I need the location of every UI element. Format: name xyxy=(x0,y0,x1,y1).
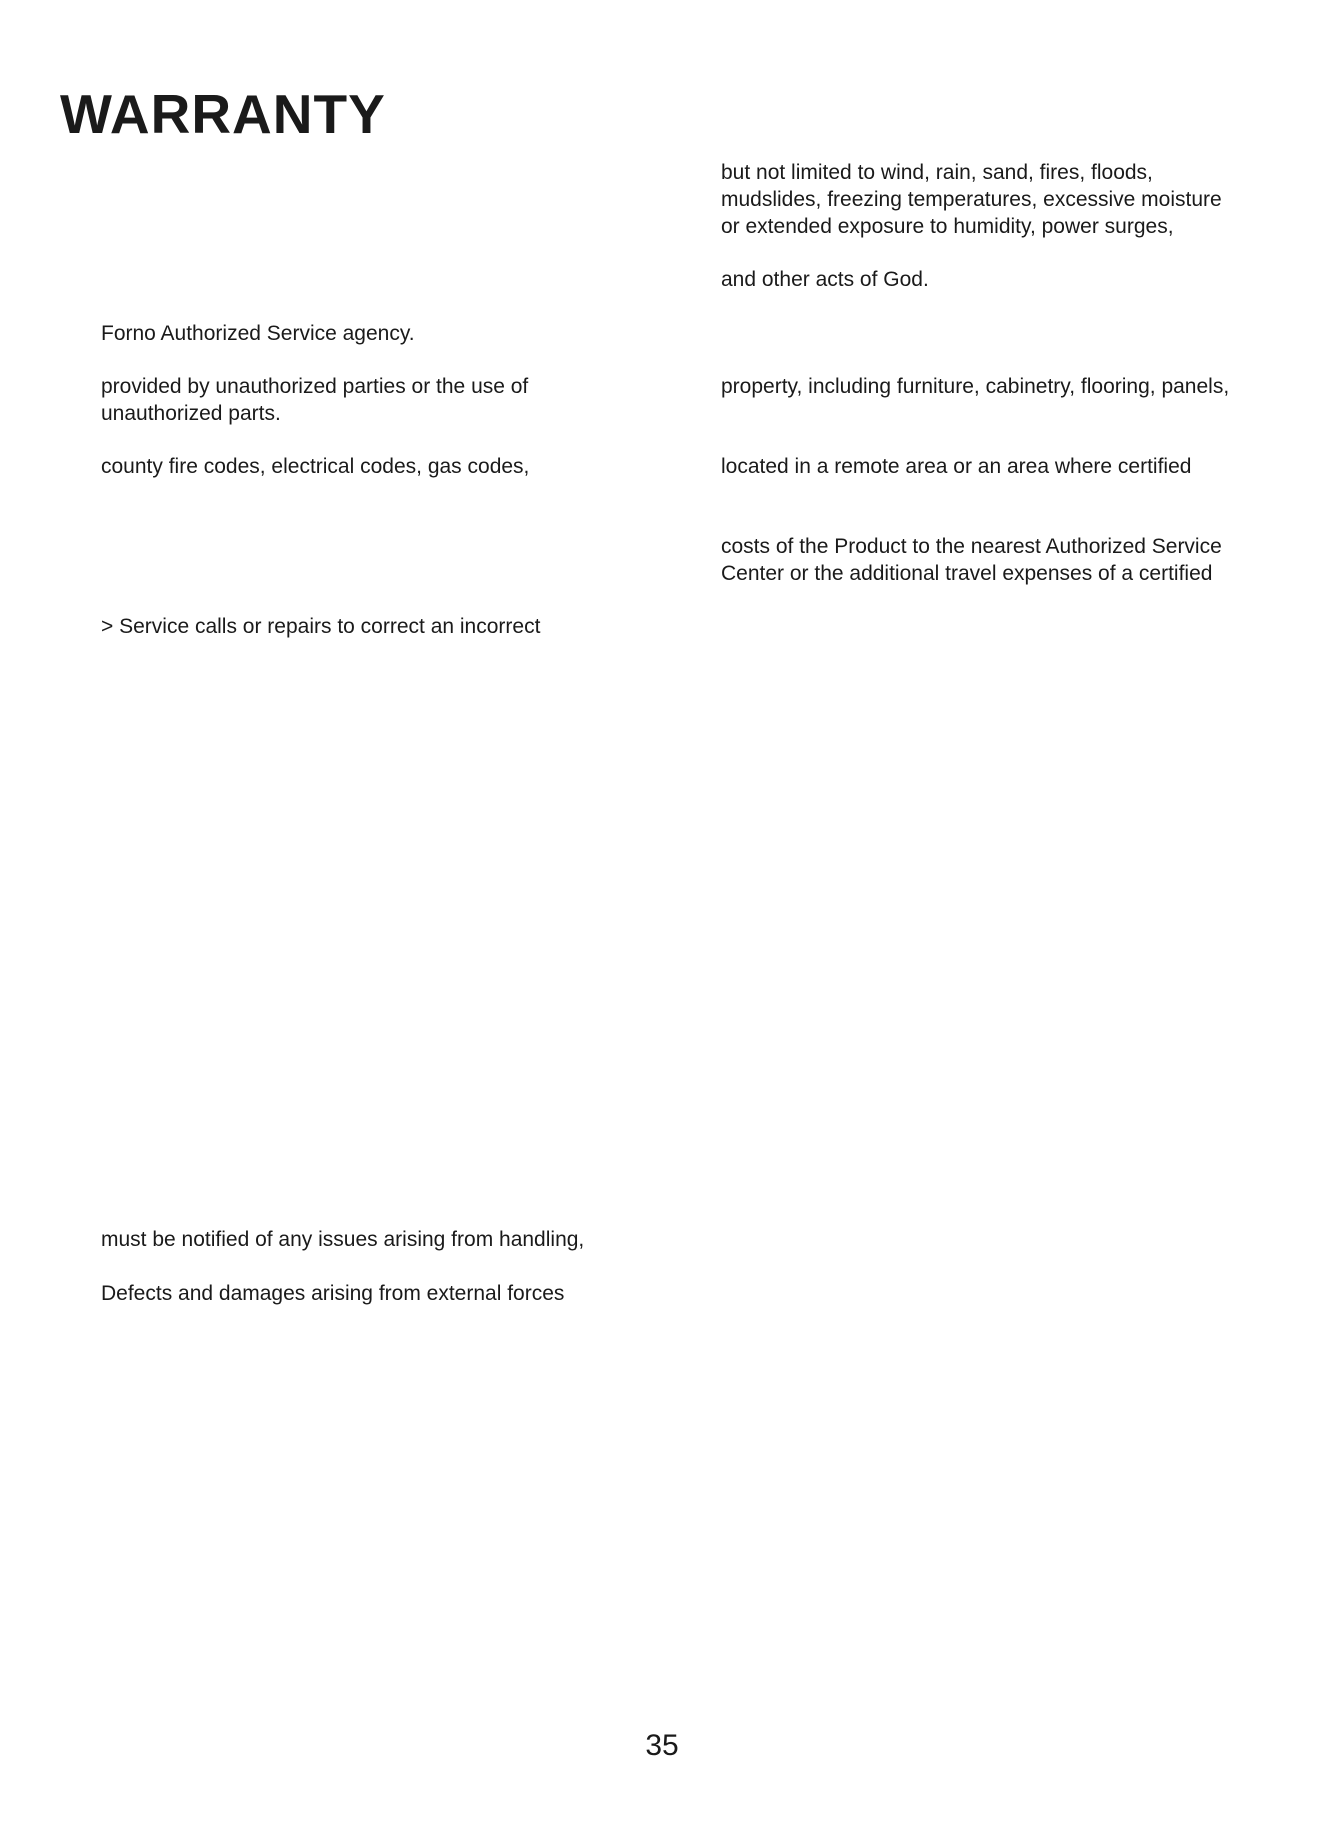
right-text-line: but not limited to wind, rain, sand, fires, floods, xyxy=(721,161,1153,184)
page-number: 35 xyxy=(645,1729,679,1762)
right-text-line: costs of the Product to the nearest Authorized Service xyxy=(721,535,1222,558)
right-text-line: or extended exposure to humidity, power surges, xyxy=(721,215,1174,238)
left-text-line: unauthorized parts. xyxy=(101,402,281,425)
left-text-line: county fire codes, electrical codes, gas codes, xyxy=(101,455,530,478)
page-title: WARRANTY xyxy=(60,83,386,145)
left-text-line: Forno Authorized Service agency. xyxy=(101,322,415,345)
right-text-line: and other acts of God. xyxy=(721,268,929,291)
right-text-line: located in a remote area or an area where certified xyxy=(721,455,1192,478)
left-text-line: > Service calls or repairs to correct an incorrect xyxy=(101,615,541,638)
right-text-line: mudslides, freezing temperatures, excessive moisture xyxy=(721,188,1222,211)
right-text-line: property, including furniture, cabinetry, flooring, panels, xyxy=(721,375,1230,398)
left-text-line: must be notified of any issues arising from handling, xyxy=(101,1228,585,1251)
left-text-line: provided by unauthorized parties or the use of xyxy=(101,375,529,398)
right-text-line: Center or the additional travel expenses of a certified xyxy=(721,562,1213,585)
left-text-line: Defects and damages arising from external forces xyxy=(101,1282,565,1305)
